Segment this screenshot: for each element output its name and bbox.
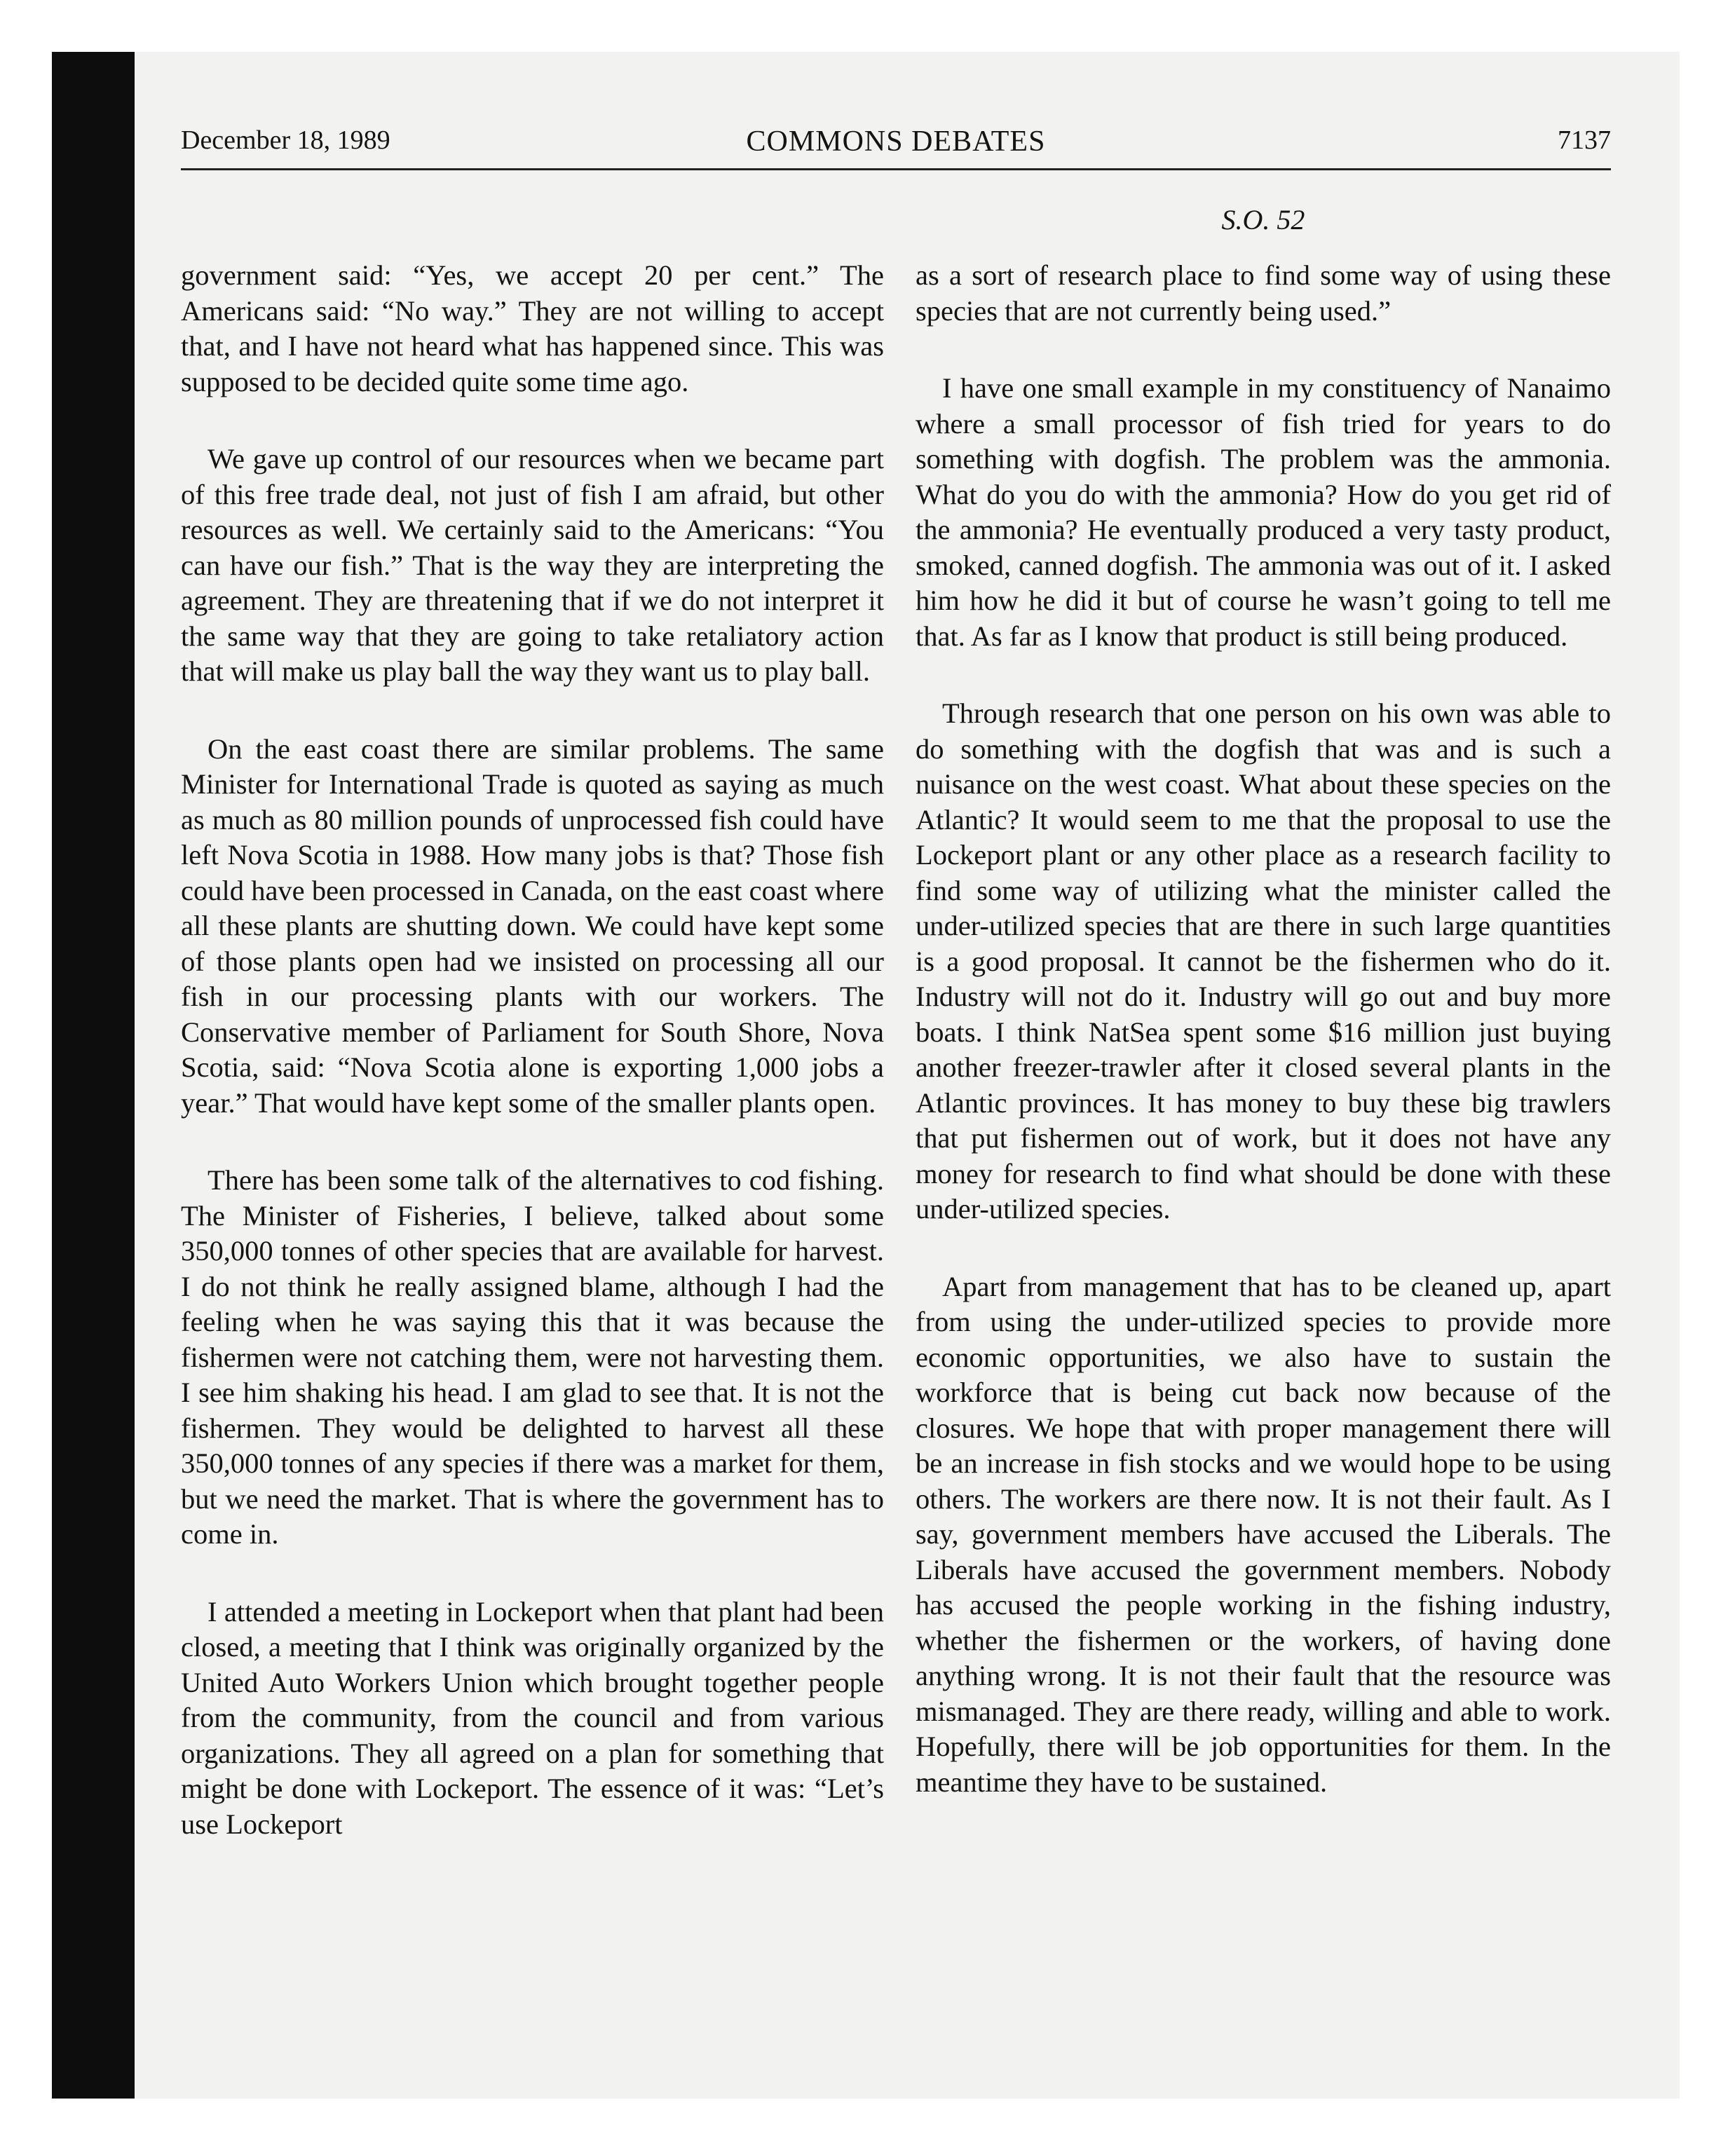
binding-edge (52, 52, 135, 2099)
paragraph: I attended a meeting in Lockeport when that plant had been closed, a meeting that I think was originally organized by the United Auto Workers Union which brought together people from the community, from the council and from various organizations. They all agreed on a plan for something that might be done with Lockeport. The essence of it was: “Let’s use Lockeport (181, 1595, 884, 1840)
paragraph: as a sort of research place to find some way of using these species that are not currently being used.” (916, 259, 1611, 327)
paragraph: There has been some talk of the alternatives to cod fishing. The Minister of Fisheries, I believe, talked about some 350,000 tonnes of other species that are available for harvest. I do not think he really assigned blame, although I had the feeling when he was saying this that it was because the fishermen were not catching them, were not harvesting them. I see him shaking his head. I am glad to see that. It is not the fishermen. They would be delighted to harvest all these 350,000 tonnes of any species if there was a market for them, but we need the market. That is where the government has to come in. (181, 1164, 884, 1550)
page-number: 7137 (1558, 125, 1611, 155)
paragraph: We gave up control of our resources when we became part of this free trade deal, not just of fish I am afraid, but other resources as well. We certainly said to the Americans: “You can have our fish.” That is the way they are interpreting the agreement. They are threatening that if we do not interpret it the same way that they are going to take retaliatory action that will make us play ball the way they want us to play ball. (181, 443, 884, 687)
header-title: COMMONS DEBATES (746, 125, 1046, 158)
section-label: S.O. 52 (1221, 204, 1305, 236)
left-column (181, 258, 884, 1842)
running-header (181, 125, 1611, 170)
header-date: December 18, 1989 (181, 125, 390, 155)
paragraph: Through research that one person on his own was able to do something with the dogfish that was and is such a nuisance on the west coast. What about these species on the Atlantic? It would seem to me that the proposal to use the Lockeport plant or any other place as a research facility to find some way of utilizing what the minister called the under-utilized species that are there in such large quantities is a good proposal. It cannot be the fishermen who do it. Industry will not do it. Industry will go out and buy more boats. I think NatSea spent some $16 million just buying another freezer-trawler after it closed several plants in the Atlantic provinces. It has money to buy these big trawlers that put fishermen out of work, but it does not have any money for research to find what should be done with these under-utilized species. (916, 697, 1611, 1224)
right-column (916, 258, 1611, 1800)
paragraph: government said: “Yes, we accept 20 per cent.” The Americans said: “No way.” They are not willing to accept that, and I have not heard what has happened since. This was supposed to be decided quite some time ago. (181, 259, 884, 397)
paragraph: I have one small example in my constituency of Nanaimo where a small processor of fish tried for years to do something with dogfish. The problem was the ammonia. What do you do with the ammonia? How do you get rid of the ammonia? He eventually produced a very tasty product, smoked, canned dogfish. The ammonia was out of it. I asked him how he did it but of course he wasn’t going to tell me that. As far as I know that product is still being produced. (916, 372, 1611, 652)
paragraph: Apart from management that has to be cleaned up, apart from using the under-utilized species to provide more economic opportunities, we also have to sustain the workforce that is being cut back now because of the closures. We hope that with proper management there will be an increase in fish stocks and we would hope to be using others. The workers are there now. It is not their fault. As I say, government members have accused the Liberals. The Liberals have accused the government members. Nobody has accused the people working in the fishing industry, whether the fishermen or the workers, of having done anything wrong. It is not their fault that the resource was mismanaged. They are there ready, willing and able to work. Hopefully, there will be job opportunities for them. In the meantime they have to be sustained. (916, 1270, 1611, 1798)
paragraph: On the east coast there are similar problems. The same Minister for International Trade is quoted as saying as much as much as 80 million pounds of unprocessed fish could have left Nova Scotia in 1988. How many jobs is that? Those fish could have been processed in Canada, on the east coast where all these plants are shutting down. We could have kept some of those plants open had we insisted on processing all our fish in our processing plants with our workers. The Conservative member of Parliament for South Shore, Nova Scotia, said: “Nova Scotia alone is exporting 1,000 jobs a year.” That would have kept some of the smaller plants open. (181, 732, 884, 1119)
